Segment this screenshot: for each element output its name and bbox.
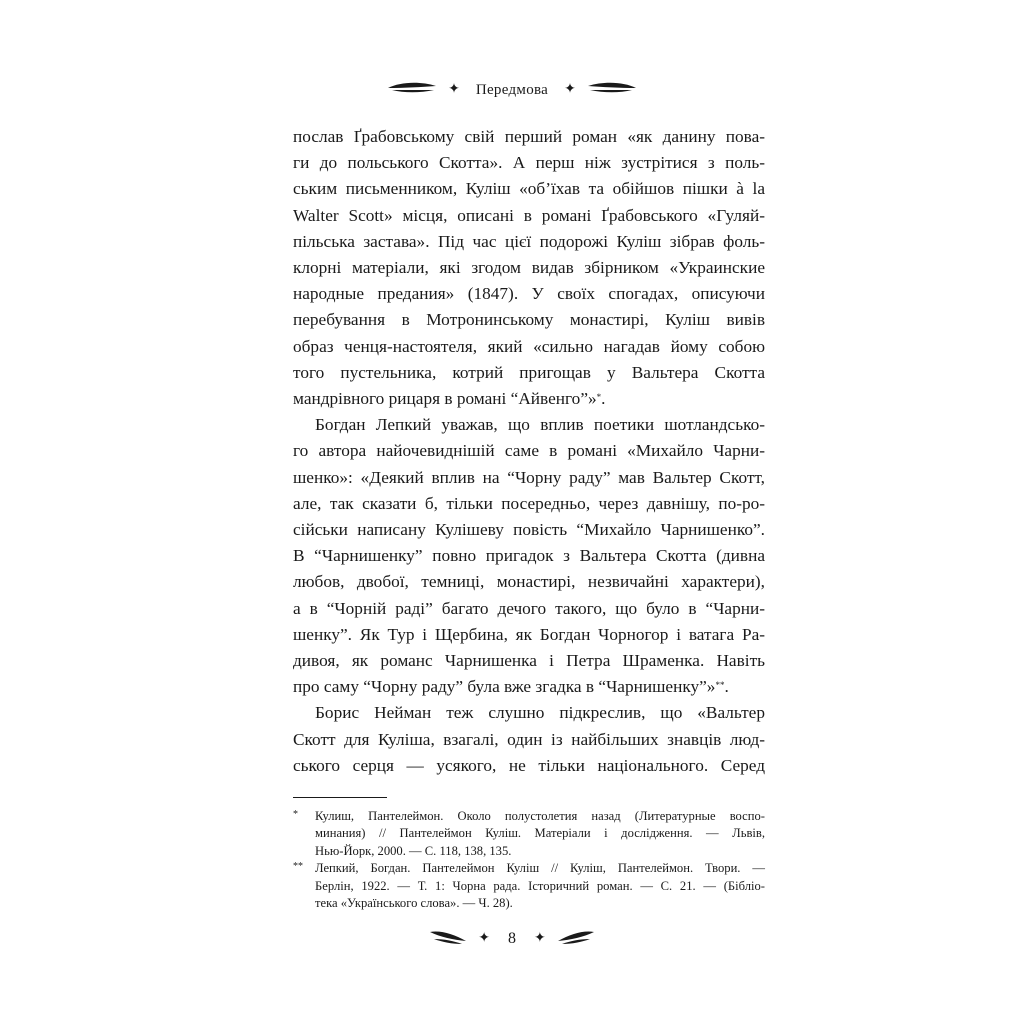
footnote-reference: ** bbox=[715, 680, 725, 691]
text-line: ги до польського Скотта». А перш ніж зустрітися з поль- bbox=[293, 153, 765, 173]
star-right-icon: ✦ bbox=[564, 82, 576, 97]
text-line: клорні матеріали, які згодом видав збірником «Украинские bbox=[293, 258, 765, 278]
body-text bbox=[293, 124, 765, 779]
footnote-mark: * bbox=[293, 809, 298, 820]
text-line: про саму “Чорну раду” була вже згадка в “Чарнишенку”»**. bbox=[293, 677, 729, 697]
text-line: але, так сказати б, тільки посередньо, через давнішу, по-ро- bbox=[293, 493, 765, 513]
leaf-ornament-right-icon bbox=[556, 928, 596, 951]
star-left-icon: ✦ bbox=[448, 82, 460, 97]
text-line: Борис Нейман теж слушно підкреслив, що «Вальтер bbox=[315, 703, 765, 723]
text-line: ським письменником, Куліш «об’їхав та обійшов пішки à la bbox=[293, 179, 765, 199]
text-line: народные предания» (1847). У своїх спогадах, описуючи bbox=[293, 284, 765, 304]
footnote-line: тека «Українського слова». — Ч. 28). bbox=[315, 896, 513, 911]
footnote-divider bbox=[293, 797, 387, 798]
star-right-icon: ✦ bbox=[534, 931, 546, 946]
text-line: шенко»: «Деякий вплив на “Чорну раду” мав Вальтер Скотт, bbox=[293, 467, 765, 487]
footnote-line: Нью-Йорк, 2000. — С. 118, 138, 135. bbox=[315, 843, 512, 858]
page-footer bbox=[0, 926, 1024, 952]
footnote-reference: * bbox=[596, 392, 602, 403]
text-line: В “Чарнишенку” повно пригадок з Вальтера Скотта (дивна bbox=[293, 546, 765, 566]
text-line: сійськи написану Кулішеву повість “Михайло Чарнишенко”. bbox=[293, 520, 765, 540]
text-line: образ ченця-настоятеля, який «сильно нагадав йому собою bbox=[293, 336, 765, 356]
text-line: того пустельника, котрий пригощав у Вальтера Скотта bbox=[293, 362, 765, 382]
header-title: Передмова bbox=[475, 81, 549, 98]
text-line: мандрівного рицаря в романі “Айвенго”»*. bbox=[293, 389, 606, 409]
page-number: 8 bbox=[508, 930, 516, 947]
footnote bbox=[293, 808, 765, 860]
footnote-line: минания) // Пантелеймон Куліш. Матеріали і дослідження. — Львів, bbox=[315, 826, 765, 841]
text-line: го автора найочевиднішій саме в романі «Михайло Чарни- bbox=[293, 441, 765, 461]
text-line: любов, двобої, темниці, монастирі, незвичайні характери), bbox=[293, 572, 765, 592]
text-line: а в “Чорній раді” багато дечого такого, що було в “Чарни- bbox=[293, 598, 765, 618]
footnote bbox=[293, 860, 765, 912]
running-header bbox=[0, 78, 1024, 102]
text-line: пільська застава». Під час цієї подорожі Куліш зібрав фоль- bbox=[293, 231, 765, 251]
star-left-icon: ✦ bbox=[478, 931, 490, 946]
text-line: Богдан Лепкий уважав, що вплив поетики шотландсько- bbox=[315, 415, 765, 435]
text-line: дивоя, як романс Чарнишенка і Петра Шраменка. Навіть bbox=[293, 651, 765, 671]
leaf-ornament-left-icon bbox=[386, 81, 438, 100]
text-line: перебування в Мотронинському монастирі, Куліш вивів bbox=[293, 310, 765, 330]
text-line: послав Ґрабовському свій перший роман «як данину пова- bbox=[293, 127, 765, 146]
footnote-line: Кулиш, Пантелеймон. Около полустолетия назад (Литературные воспо- bbox=[315, 809, 765, 823]
text-line: Скотт для Куліша, взагалі, один із найбільших знавців люд- bbox=[293, 729, 765, 749]
text-line: шенку”. Як Тур і Щербина, як Богдан Чорногор і ватага Ра- bbox=[293, 624, 765, 644]
footnotes bbox=[293, 808, 765, 912]
footnote-mark: ** bbox=[293, 861, 303, 873]
text-line: ського серця — усякого, не тільки національного. Серед bbox=[293, 755, 765, 775]
leaf-ornament-left-icon bbox=[428, 928, 468, 951]
footnote-line: Лепкий, Богдан. Пантелеймон Куліш // Куліш, Пантелеймон. Твори. — bbox=[315, 861, 765, 876]
text-line: Walter Scott» місця, описані в романі Ґрабовського «Гуляй- bbox=[293, 205, 765, 225]
footnote-line: Берлін, 1922. — Т. 1: Чорна рада. Історичний роман. — С. 21. — (Бібліо- bbox=[315, 878, 765, 893]
leaf-ornament-right-icon bbox=[586, 81, 638, 100]
